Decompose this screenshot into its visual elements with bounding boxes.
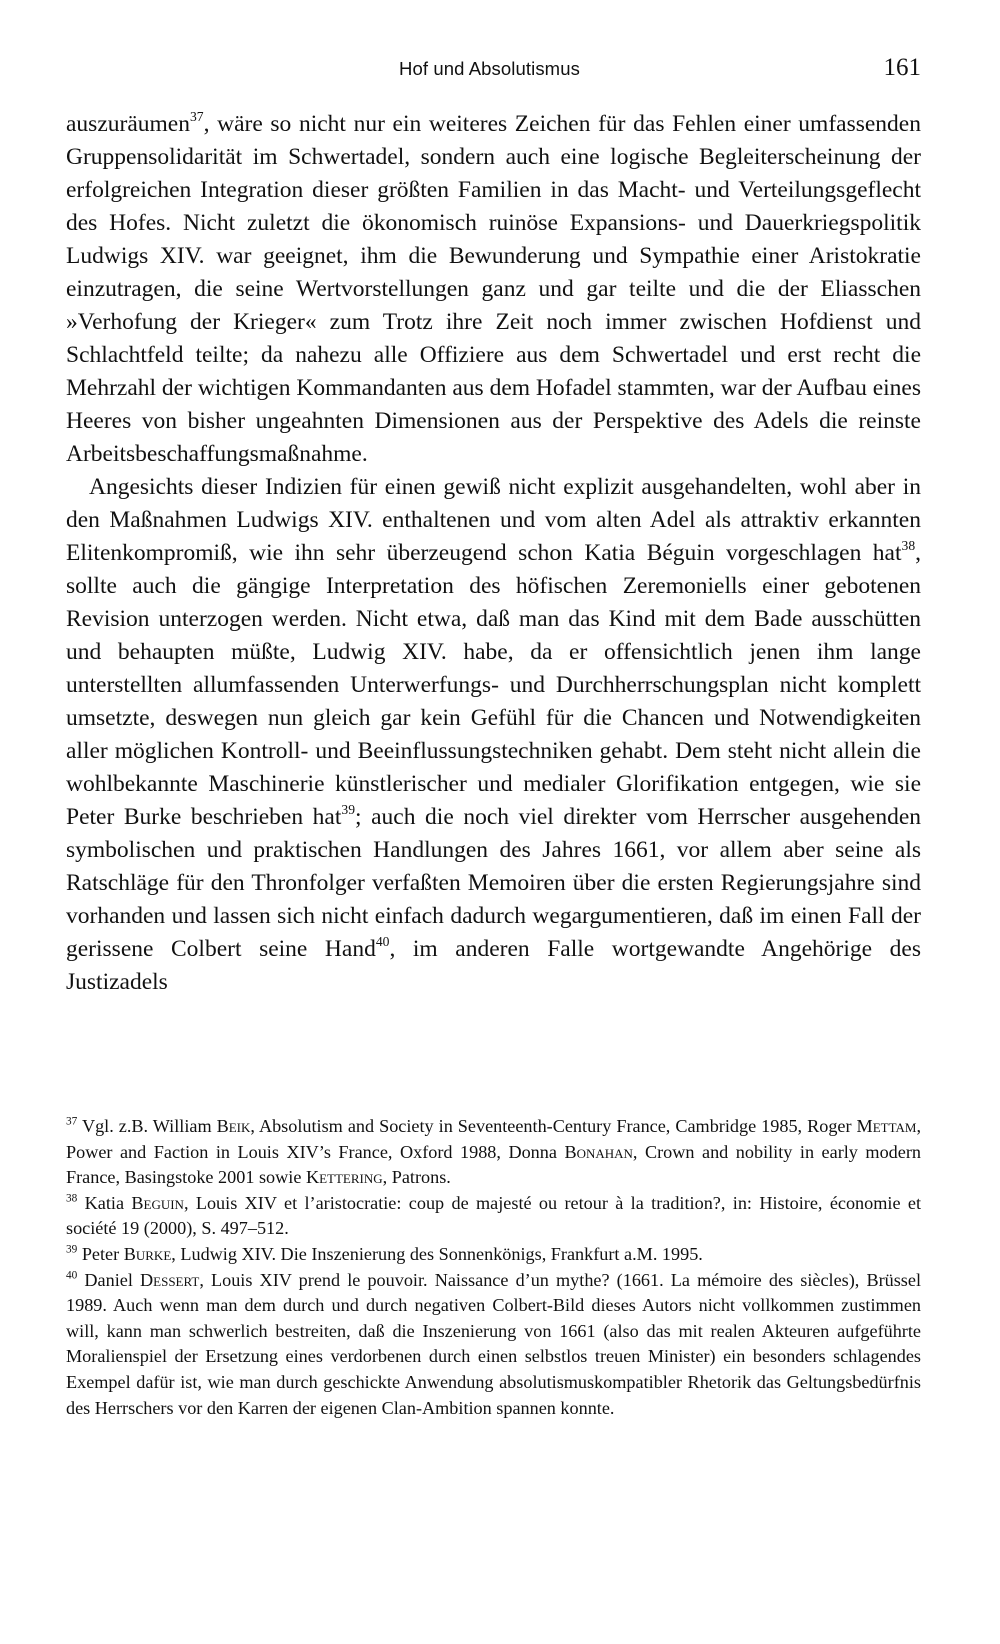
footnote-number: 40 [66, 1268, 78, 1281]
footnote-37 [66, 1114, 921, 1191]
author-name: Burke [123, 1243, 172, 1264]
footnote-39 [66, 1242, 921, 1268]
footnote-text: Peter [81, 1243, 124, 1264]
paragraph-2 [66, 471, 921, 999]
footnote-text: , Patrons. [382, 1167, 451, 1188]
paragraph-2-text-b: , sollte auch die gängige Interpretation des höfischen Zeremoniells einer gebotenen Revision unterzogen werden. Nicht etwa, daß man das Kind mit dem Bade ausschütten und behaupten müßte, Ludwig XIV. habe, da er offensichtlich jenen ihm lange unterstellten allumfassenden Unterwerfungs- und Durchherrschungsplan nicht komplett umsetzte, deswegen nun gleich gar kein Gefühl für die Chancen und Notwendigkeiten aller möglichen Kontroll- und Beeinflussungstechniken gehabt. Dem steht nicht allein die wohlbekannte Maschinerie künstlerischer und medialer Glorifikation entgegen, wie sie Peter Burke beschrieben hat [66, 540, 921, 830]
footnote-text: , Louis XIV prend le pouvoir. Naissance d’un mythe? (1661. La mémoire des siècles), Brüssel 1989. Auch wenn man dem durch und durch negativen Colbert-Bild dieses Autors nicht vollkommen zustimmen will, kann man schwerlich bestreiten, daß die Inszenierung von 1661 (also das mit realen Akteuren aufgeführte Moralienspiel der Ersetzung eines verdorbenen durch einen selbstlos treuen Minister) ein besonders schlagendes Exempel dafür ist, wie man durch geschickte Anwendung absolutismuskompatibler Rhetorik das Geltungsbedürfnis des Herrschers vor den Karren der eigenen Clan-Ambition spannen konnte. [66, 1269, 922, 1418]
footnote-ref-40: 40 [375, 934, 390, 950]
paragraph-1-text-b: , wäre so nicht nur ein weiteres Zeichen für das Fehlen einer umfassenden Gruppensolidarität im Schwertadel, sondern auch eine logische Begleiterscheinung der erfolgreichen Integration dieser größten Familien in das Macht- und Verteilungsgeflecht des Hofes. Nicht zuletzt die ökonomisch ruinöse Expansions- und Dauerkriegspolitik Ludwigs XIV. war geeignet, ihm die Bewunderung und Sympathie einer Aristokratie einzutragen, die seine Wertvorstellungen ganz und gar teilte und die der Eliasschen »Verhofung der Krieger« zum Trotz ihre Zeit noch immer zwischen Hofdienst und Schlachtfeld teilte; da nahezu alle Offiziere aus dem Schwertadel und erst recht die Mehrzahl der wichtigen Kommandanten aus dem Hofadel stammten, war der Aufbau eines Heeres von bisher ungeahnten Dimensionen aus der Perspektive des Adels die reinste Arbeitsbeschaffungsmaßnahme. [66, 111, 921, 467]
running-head [66, 54, 921, 88]
paragraph-2-text-a: Angesichts dieser Indizien für einen gewiß nicht explizit ausgehandelten, wohl aber in den Maßnahmen Ludwigs XIV. enthaltenen und vom alten Adel als attraktiv erkannten Elitenkompromiß, wie ihn sehr überzeugend schon Katia Béguin vorgeschlagen hat [66, 474, 921, 566]
footnote-text: Vgl. z.B. William [81, 1116, 217, 1136]
author-name: Kettering [305, 1167, 383, 1188]
author-name: Mettam [856, 1116, 917, 1136]
author-name: Beguin [131, 1192, 184, 1213]
footnote-ref-37: 37 [189, 109, 204, 125]
author-name: Bonahan [564, 1141, 633, 1162]
author-name: Dessert [140, 1269, 200, 1290]
footnote-text: Daniel [84, 1269, 141, 1290]
paragraph-2-text-d: , im anderen Falle wortgewandte Angehörige des Justizadels [66, 936, 921, 995]
page-number: 161 [883, 54, 921, 81]
footnotes [66, 1114, 921, 1421]
footnote-text: , Louis XIV et l’aristocratie: coup de majesté ou retour à la tradition?, in: Histoire, économie et société 19 (2000), S. 497–512. [66, 1192, 921, 1239]
footnote-text: , Absolutism and Society in Seventeenth-Century France, Cambridge 1985, Roger [250, 1116, 857, 1136]
main-text [66, 108, 921, 999]
footnote-38 [66, 1191, 921, 1242]
author-name: Beik [216, 1116, 251, 1136]
paragraph-1 [66, 108, 921, 471]
footnote-number: 38 [66, 1192, 78, 1205]
footnote-number: 37 [66, 1115, 78, 1128]
footnote-ref-39: 39 [341, 802, 356, 818]
footnote-text: , Power and Faction in Louis XIV’s France, Oxford 1988, Donna [66, 1116, 921, 1162]
footnote-text: Katia [84, 1192, 132, 1213]
footnote-text: , Ludwig XIV. Die Inszenierung des Sonnenkönigs, Frankfurt a.M. 1995. [171, 1243, 703, 1264]
footnote-ref-38: 38 [901, 538, 916, 554]
book-page [66, 0, 921, 1644]
footnote-number: 39 [66, 1243, 78, 1256]
footnote-40 [66, 1268, 921, 1422]
paragraph-2-text-c: ; auch die noch viel direkter vom Herrscher ausgehenden symbolischen und praktischen Handlungen des Jahres 1661, vor allem aber seine als Ratschläge für den Thronfolger verfaßten Memoiren über die ersten Regierungsjahre sind vorhanden und lassen sich nicht einfach dadurch wegargumentieren, daß im einen Fall der gerissene Colbert seine Hand [66, 804, 921, 962]
running-title: Hof und Absolutismus [399, 58, 580, 79]
footnote-text: , Crown and nobility in early modern France, Basingstoke 2001 sowie [66, 1141, 921, 1188]
paragraph-1-text-a: auszuräumen [66, 111, 190, 137]
